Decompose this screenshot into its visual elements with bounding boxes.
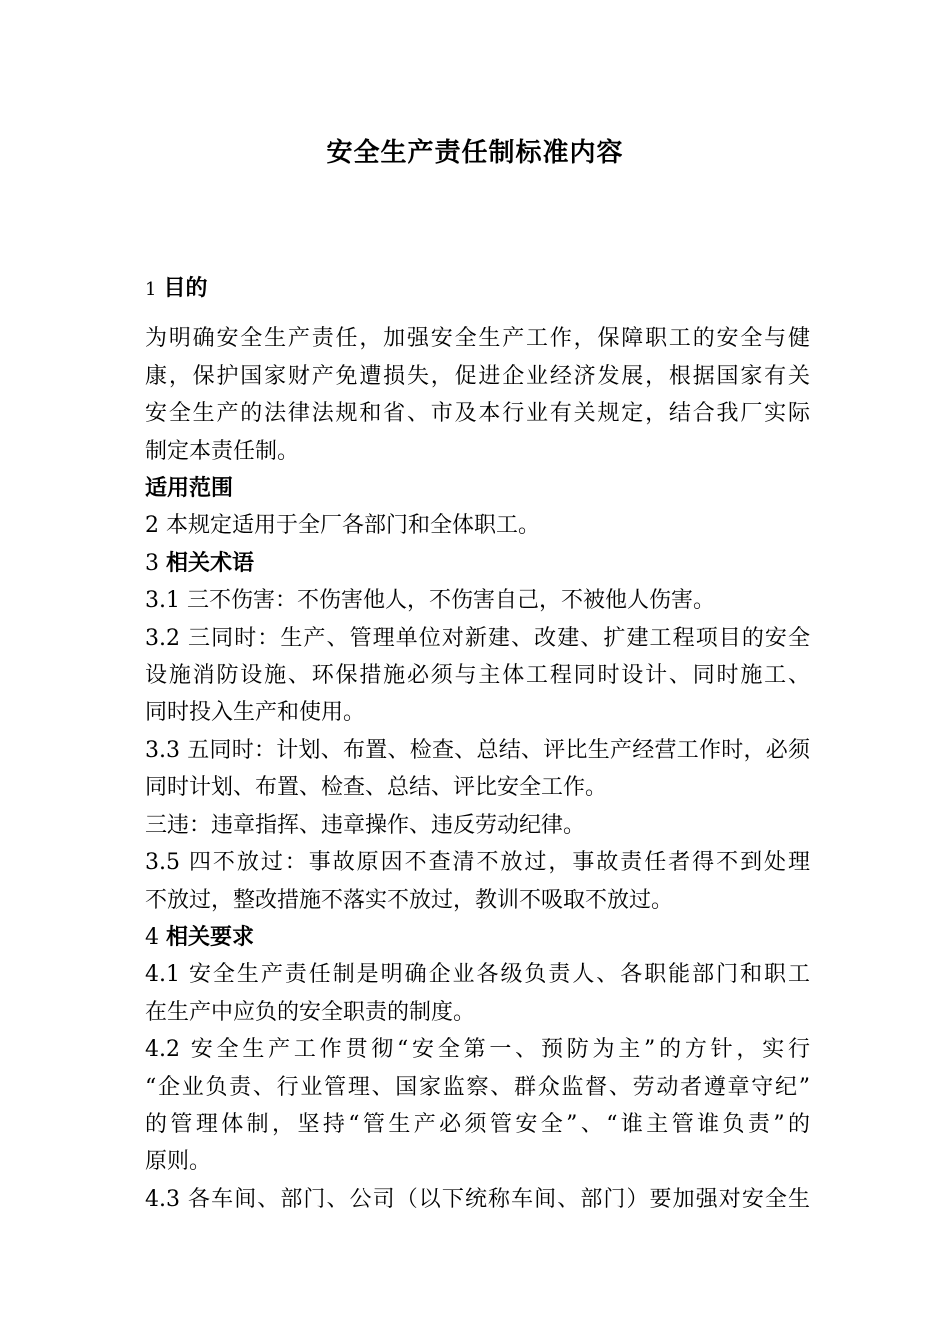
section-heading-text: 相关术语 — [166, 550, 255, 576]
paragraph-line: 4.3 各车间、部门、公司（以下统称车间、部门）要加强对安全生 — [145, 1186, 810, 1212]
paragraph-line: 安全生产的法律法规和省、市及本行业有关规定，结合我厂实际 — [145, 401, 810, 427]
paragraph-line: 制定本责任制。 — [145, 438, 300, 464]
paragraph-line: 不放过，整改措施不落实不放过，教训不吸取不放过。 — [145, 887, 674, 913]
req-4-1 — [145, 956, 810, 1031]
paragraph-line: 的管理体制，坚持“管生产必须管安全”、“谁主管谁负责”的 — [145, 1111, 810, 1137]
paragraph-line: 3.3 五同时：计划、布置、检查、总结、评比生产经营工作时，必须 — [145, 737, 810, 763]
paragraph-line: 为明确安全生产责任，加强安全生产工作，保障职工的安全与健 — [145, 326, 810, 352]
scope-text: 2 本规定适用于全厂各部门和全体职工。 — [145, 513, 540, 539]
paragraph-line: 4.1 安全生产责任制是明确企业各级负责人、各职能部门和职工 — [145, 962, 810, 988]
term-3-3 — [145, 732, 810, 807]
paragraph-line: “企业负责、行业管理、国家监察、群众监督、劳动者遵章守纪” — [145, 1074, 810, 1100]
paragraph-line: 3.2 三同时：生产、管理单位对新建、改建、扩建工程项目的安全 — [145, 625, 810, 651]
document-title: 安全生产责任制标准内容 — [326, 138, 624, 168]
section-heading-scope: 适用范围 — [145, 476, 234, 502]
section-heading-requirements — [145, 919, 810, 956]
document-body — [145, 270, 810, 1218]
paragraph-line: 设施消防设施、环保措施必须与主体工程同时设计、同时施工、 — [145, 663, 810, 689]
section-number: 1 — [145, 279, 157, 300]
paragraph-line: 同时计划、布置、检查、总结、评比安全工作。 — [145, 775, 608, 801]
term-3-4: 三违：违章指挥、违章操作、违反劳动纪律。 — [145, 812, 586, 838]
paragraph-line: 原则。 — [145, 1149, 212, 1175]
section-heading-terms — [145, 545, 810, 582]
paragraph-line: 3.5 四不放过：事故原因不查清不放过，事故责任者得不到处理 — [145, 850, 810, 876]
section-heading-purpose — [145, 270, 810, 308]
term-3-5 — [145, 844, 810, 919]
section-number: 3 — [145, 550, 159, 576]
req-4-3 — [145, 1181, 810, 1218]
section-heading-text: 目的 — [163, 276, 208, 301]
paragraph-line: 康，保护国家财产免遭损失，促进企业经济发展，根据国家有关 — [145, 363, 810, 389]
term-3-1: 3.1 三不伤害：不伤害他人，不伤害自己，不被他人伤害。 — [145, 588, 715, 614]
paragraph-line: 4.2 安全生产工作贯彻“安全第一、预防为主”的方针，实行 — [145, 1037, 810, 1063]
section-number: 4 — [145, 924, 159, 950]
purpose-paragraph — [145, 320, 810, 470]
section-heading-text: 相关要求 — [166, 924, 255, 950]
paragraph-line: 同时投入生产和使用。 — [145, 700, 366, 726]
term-3-2 — [145, 620, 810, 732]
req-4-2 — [145, 1031, 810, 1181]
paragraph-line: 在生产中应负的安全职责的制度。 — [145, 999, 476, 1025]
